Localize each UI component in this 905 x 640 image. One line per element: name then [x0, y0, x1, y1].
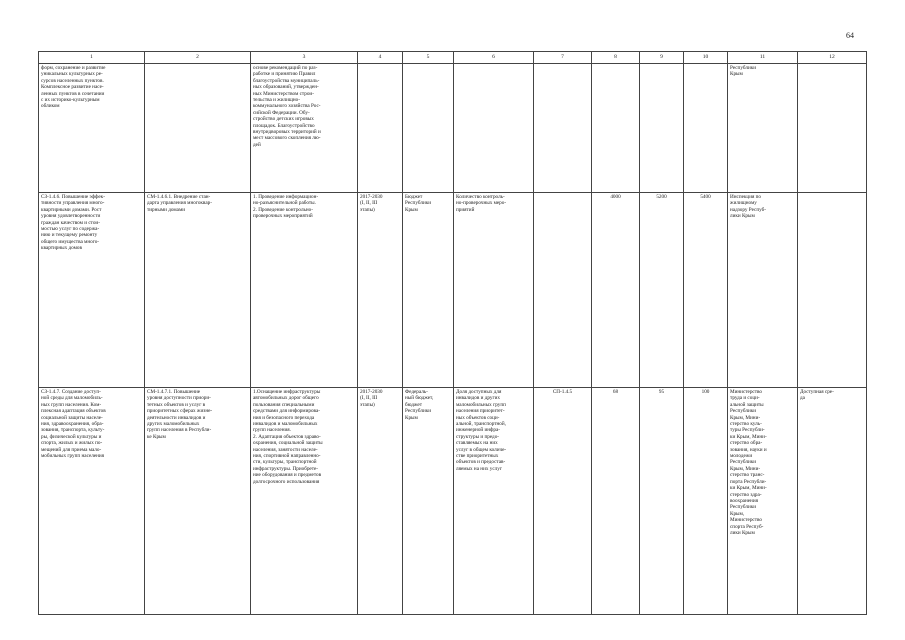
- activities-cell: 1. Проведение информацион- но-разъяснительной работы. 2. Проведение контрольно- проверочных мероприятий: [251, 193, 358, 388]
- value-cell: 95: [640, 388, 684, 615]
- value-cell: 5200: [640, 193, 684, 388]
- measure-cell: [145, 64, 251, 193]
- funding-cell: [403, 64, 454, 193]
- column-header: 2: [145, 52, 251, 64]
- executor-cell: Инспекция по жилищному надзору Респуб- лики Крым: [728, 193, 798, 388]
- table-row: [39, 388, 867, 615]
- column-header: 11: [728, 52, 798, 64]
- column-header: 9: [640, 52, 684, 64]
- indicator-cell: [454, 64, 534, 193]
- table-row: [39, 193, 867, 388]
- indicator-cell: Количество контроль- но-проверочных меро- приятий: [454, 193, 534, 388]
- value-cell: 100: [684, 388, 728, 615]
- column-header: 6: [454, 52, 534, 64]
- program-cell: [798, 64, 867, 193]
- column-header: 12: [798, 52, 867, 64]
- column-header: 10: [684, 52, 728, 64]
- header-row: [39, 52, 867, 64]
- activities-cell: основе рекомендаций по раз- работке и принятию Правил благоустройства муниципаль- ных образований, утвержден- ных Министерством строи- тельства и жилищно- коммунального хозяйства Рос- сийской Федерации. Обу- стройство детских игровых площадок. Благоустройство внутридворовых территорий и мест массового скопления лю- дей: [251, 64, 358, 193]
- program-cell: Доступная сре- да: [798, 388, 867, 615]
- value-cell: [592, 64, 640, 193]
- program-cell: [798, 193, 867, 388]
- value-cell: 5400: [684, 193, 728, 388]
- value-cell: [684, 64, 728, 193]
- task-cell: СЗ-1.4.7. Создание доступ- ной среды для маломобиль- ных групп населения. Ком- плексная адаптация объектов социальной защиты населе- ния, здравоохранения, обра- зования, транспорта, культу- ры, физической культуры и спорта, жилых и жилых по- мещений для приема мало- мобильных групп населения: [39, 388, 145, 615]
- column-header: 5: [403, 52, 454, 64]
- code-cell: СП-1.4.5: [534, 388, 592, 615]
- page-number: 64: [846, 31, 854, 40]
- activities-cell: 1.Оснащение инфраструктуры автомобильных дорог общего пользования специальными средствами для информирова- ния и безопасного перехода инвалидов и маломобильных групп населения. 2. Адаптация объектов здраво- охранения, социальной защиты населения, занятости населе- ния, спортивной направленно- сти, культуры, транспортной инфраструктуры. Приобрете- ние оборудования и предметов долгосрочного использования: [251, 388, 358, 615]
- code-cell: [534, 193, 592, 388]
- value-cell: [640, 64, 684, 193]
- task-cell: форм, сохранение и развитие уникальных культурных ре- сурсов населенных пунктов. Комплексное развитие насе- ленных пунктов в сочетании с их историко-культурным обликом: [39, 64, 145, 193]
- value-cell: 68: [592, 388, 640, 615]
- executor-cell: Республики Крым: [728, 64, 798, 193]
- column-header: 3: [251, 52, 358, 64]
- period-cell: 2017-2030 (I, II, III этапы): [358, 388, 403, 615]
- column-header: 7: [534, 52, 592, 64]
- executor-cell: Министерство труда и соци- альной защиты Республики Крым, Мини- стерство куль- туры Республи- ки Крым, Мини- стерство обра- зования, науки и молодежи Республики Крым, Мини- стерство транс- порта Республи- ки Крым, Мини- стерство здра- воохранения Республики Крым, Министерство спорта Респуб- лики Крым: [728, 388, 798, 615]
- column-header: 1: [39, 52, 145, 64]
- value-cell: 4000: [592, 193, 640, 388]
- table-row: [39, 64, 867, 193]
- period-cell: 2017-2030 (I, II, III этапы): [358, 193, 403, 388]
- funding-cell: Федераль- ный бюджет, бюджет Республики Крым: [403, 388, 454, 615]
- column-header: 8: [592, 52, 640, 64]
- measure-cell: СМ-1.4.7.1. Повышение уровня доступности приори- тетных объектов и услуг в приоритетных сферах жизне- деятельности инвалидов и других маломобильных групп населения в Республи- ке Крым: [145, 388, 251, 615]
- measures-table: [38, 51, 867, 615]
- period-cell: [358, 64, 403, 193]
- funding-cell: Бюджет Республики Крым: [403, 193, 454, 388]
- indicator-cell: Доля доступных для инвалидов и других маломобильных групп населения приоритет- ных объектов соци- альной, транспортной, инженерной инфра- структуры и предо- ставляемых на них услуг в общем количе- стве приоритетных объектов и предостав- ляемых на них услуг: [454, 388, 534, 615]
- code-cell: [534, 64, 592, 193]
- column-header: 4: [358, 52, 403, 64]
- task-cell: СЗ-1.4.6. Повышение эффек- тивности управления много- квартирными домами. Рост уровня удовлетворенности граждан качеством и стои- мостью услуг по содержа- нию и текущему ремонту общего имущества много- квартирных домов: [39, 193, 145, 388]
- measure-cell: СМ-1.4.6.1. Внедрение стан- дарта управления многоквар- тирными домами: [145, 193, 251, 388]
